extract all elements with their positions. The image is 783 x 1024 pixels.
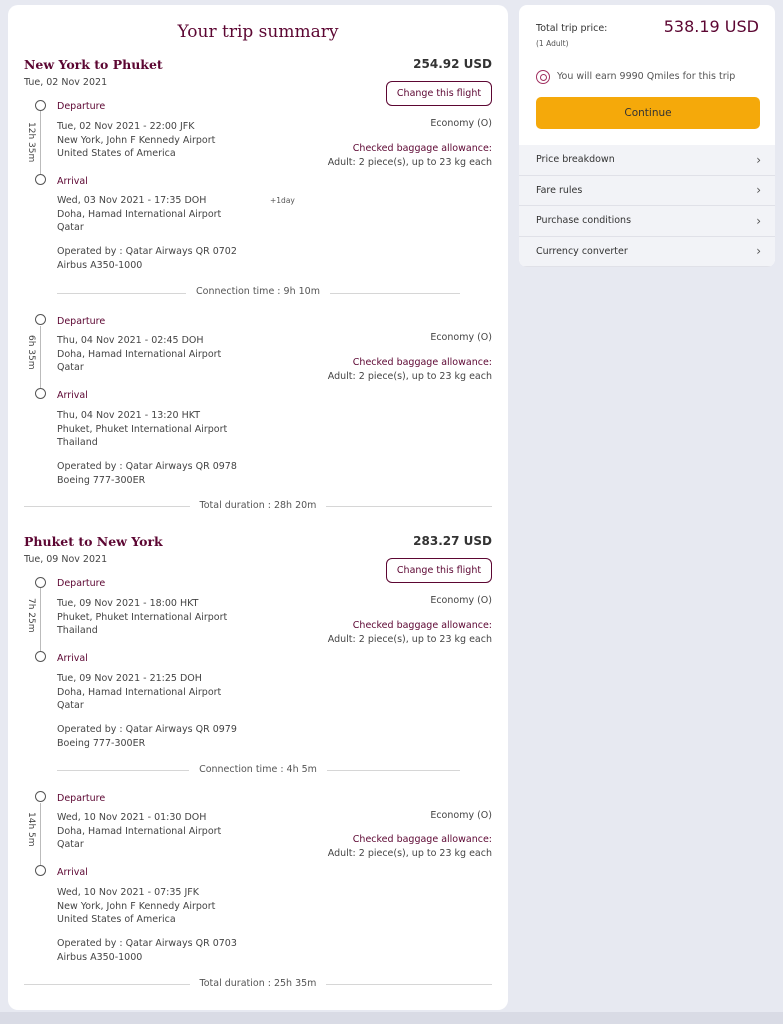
departure-country: Qatar [57,362,84,373]
departure-label: Departure [57,101,106,112]
accordion-label: Purchase conditions [536,215,632,227]
departure-airport: Phuket, Phuket International Airport [57,611,228,623]
timeline-circle-icon [35,174,46,185]
arrival-label: Arrival [57,390,88,401]
aircraft: Airbus A350-1000 [57,260,143,271]
leg-price: 254.92 USD [413,57,492,71]
departure-airport: New York, John F Kennedy Airport [57,134,216,146]
accordion-label: Fare rules [536,184,583,196]
arrival-country: Thailand [57,437,98,448]
chevron-right-icon: › [756,183,761,198]
operated-by: Operated by : Qatar Airways QR 0979 [57,724,237,735]
segment-duration: 14h 5m [26,812,36,847]
operated-by: Operated by : Qatar Airways QR 0703 [57,938,237,949]
baggage-value: Adult: 2 piece(s), up to 23 kg each [327,370,492,382]
total-duration: Total duration : 25h 35m [8,978,508,989]
timeline-line [40,111,41,178]
arrival-time: Wed, 10 Nov 2021 - 07:35 JFK [57,887,199,898]
baggage-allowance [328,619,492,646]
timeline-circle-icon [35,100,46,111]
cabin-class: Economy (O) [430,595,492,606]
timeline-circle-icon [35,388,46,399]
arrival-country: Qatar [57,700,84,711]
departure-airport: Doha, Hamad International Airport [57,348,222,360]
page-title: Your trip summary [177,22,339,42]
total-price-label: Total trip price: [536,23,608,34]
departure-country: Thailand [57,625,98,636]
accordion-currency-converter[interactable] [519,237,775,268]
baggage-value: Adult: 2 piece(s), up to 23 kg each [327,633,492,645]
departure-label: Departure [57,316,106,327]
accordion-list [519,145,775,267]
arrival-country: United States of America [57,914,176,925]
arrival-airport: Doha, Hamad International Airport [57,686,222,698]
timeline-circle-icon [35,314,46,325]
baggage-allowance [328,142,492,169]
operated-by: Operated by : Qatar Airways QR 0702 [57,246,237,257]
baggage-value: Adult: 2 piece(s), up to 23 kg each [327,847,492,859]
operated-by: Operated by : Qatar Airways QR 0978 [57,461,237,472]
timeline-circle-icon [35,577,46,588]
cabin-class: Economy (O) [430,118,492,129]
baggage-label: Checked baggage allowance: [352,620,492,631]
arrival-label: Arrival [57,653,88,664]
departure-country: United States of America [57,148,176,159]
timeline-line [40,588,41,655]
continue-button[interactable]: Continue [536,97,760,129]
departure-time: Tue, 09 Nov 2021 - 18:00 HKT [57,598,199,609]
page-footer-band [0,1012,783,1024]
accordion-price-breakdown[interactable] [519,145,775,176]
arrival-label: Arrival [57,867,88,878]
timeline-line [40,803,41,870]
aircraft: Airbus A350-1000 [57,952,143,963]
departure-label: Departure [57,793,106,804]
baggage-label: Checked baggage allowance: [352,834,492,845]
arrival-airport: Doha, Hamad International Airport [57,208,222,220]
baggage-value: Adult: 2 piece(s), up to 23 kg each [327,156,492,168]
passenger-count: (1 Adult) [536,39,569,48]
arrival-airport: Phuket, Phuket International Airport [57,423,228,435]
chevron-right-icon: › [756,244,761,259]
qmiles-text: You will earn 9990 Qmiles for this trip [557,71,736,82]
departure-time: Wed, 10 Nov 2021 - 01:30 DOH [57,812,207,823]
price-sidebar [519,5,775,267]
accordion-purchase-conditions[interactable] [519,206,775,237]
cabin-class: Economy (O) [430,810,492,821]
baggage-allowance [328,356,492,383]
timeline-circle-icon [35,791,46,802]
accordion-label: Currency converter [536,245,628,257]
departure-airport: Doha, Hamad International Airport [57,825,222,837]
arrival-time: Thu, 04 Nov 2021 - 13:20 HKT [57,410,201,421]
segment-duration: 6h 35m [26,335,36,370]
accordion-label: Price breakdown [536,154,615,166]
accordion-fare-rules[interactable] [519,176,775,207]
cabin-class: Economy (O) [430,332,492,343]
baggage-allowance [328,833,492,860]
leg-title: New York to Phuket [24,57,163,72]
leg-title: Phuket to New York [24,534,163,549]
segment-duration: 12h 35m [26,121,36,163]
leg-price: 283.27 USD [413,534,492,548]
departure-time: Tue, 02 Nov 2021 - 22:00 JFK [57,121,195,132]
aircraft: Boeing 777-300ER [57,738,146,749]
trip-summary-panel [8,5,508,1010]
change-flight-button[interactable]: Change this flight [386,81,492,106]
arrival-label: Arrival [57,176,88,187]
chevron-right-icon: › [756,213,761,228]
connection-time: Connection time : 4h 5m [8,764,508,775]
connection-time: Connection time : 9h 10m [8,286,508,297]
segment-duration: 7h 25m [26,598,36,633]
leg-date: Tue, 09 Nov 2021 [24,554,108,565]
total-duration: Total duration : 28h 20m [8,500,508,511]
departure-time: Thu, 04 Nov 2021 - 02:45 DOH [57,335,204,346]
departure-label: Departure [57,578,106,589]
change-flight-button[interactable]: Change this flight [386,558,492,583]
plus-day-badge: +1day [270,196,295,205]
baggage-label: Checked baggage allowance: [352,357,492,368]
timeline-circle-icon [35,865,46,876]
qmiles-icon [536,70,550,84]
departure-country: Qatar [57,839,84,850]
timeline-line [40,326,41,393]
aircraft: Boeing 777-300ER [57,475,146,486]
total-price: 538.19 USD [663,17,759,36]
leg-date: Tue, 02 Nov 2021 [24,77,108,88]
arrival-airport: New York, John F Kennedy Airport [57,900,216,912]
chevron-right-icon: › [756,152,761,167]
baggage-label: Checked baggage allowance: [352,143,492,154]
arrival-country: Qatar [57,222,84,233]
arrival-time: Wed, 03 Nov 2021 - 17:35 DOH [57,195,207,206]
timeline-circle-icon [35,651,46,662]
arrival-time: Tue, 09 Nov 2021 - 21:25 DOH [57,673,202,684]
